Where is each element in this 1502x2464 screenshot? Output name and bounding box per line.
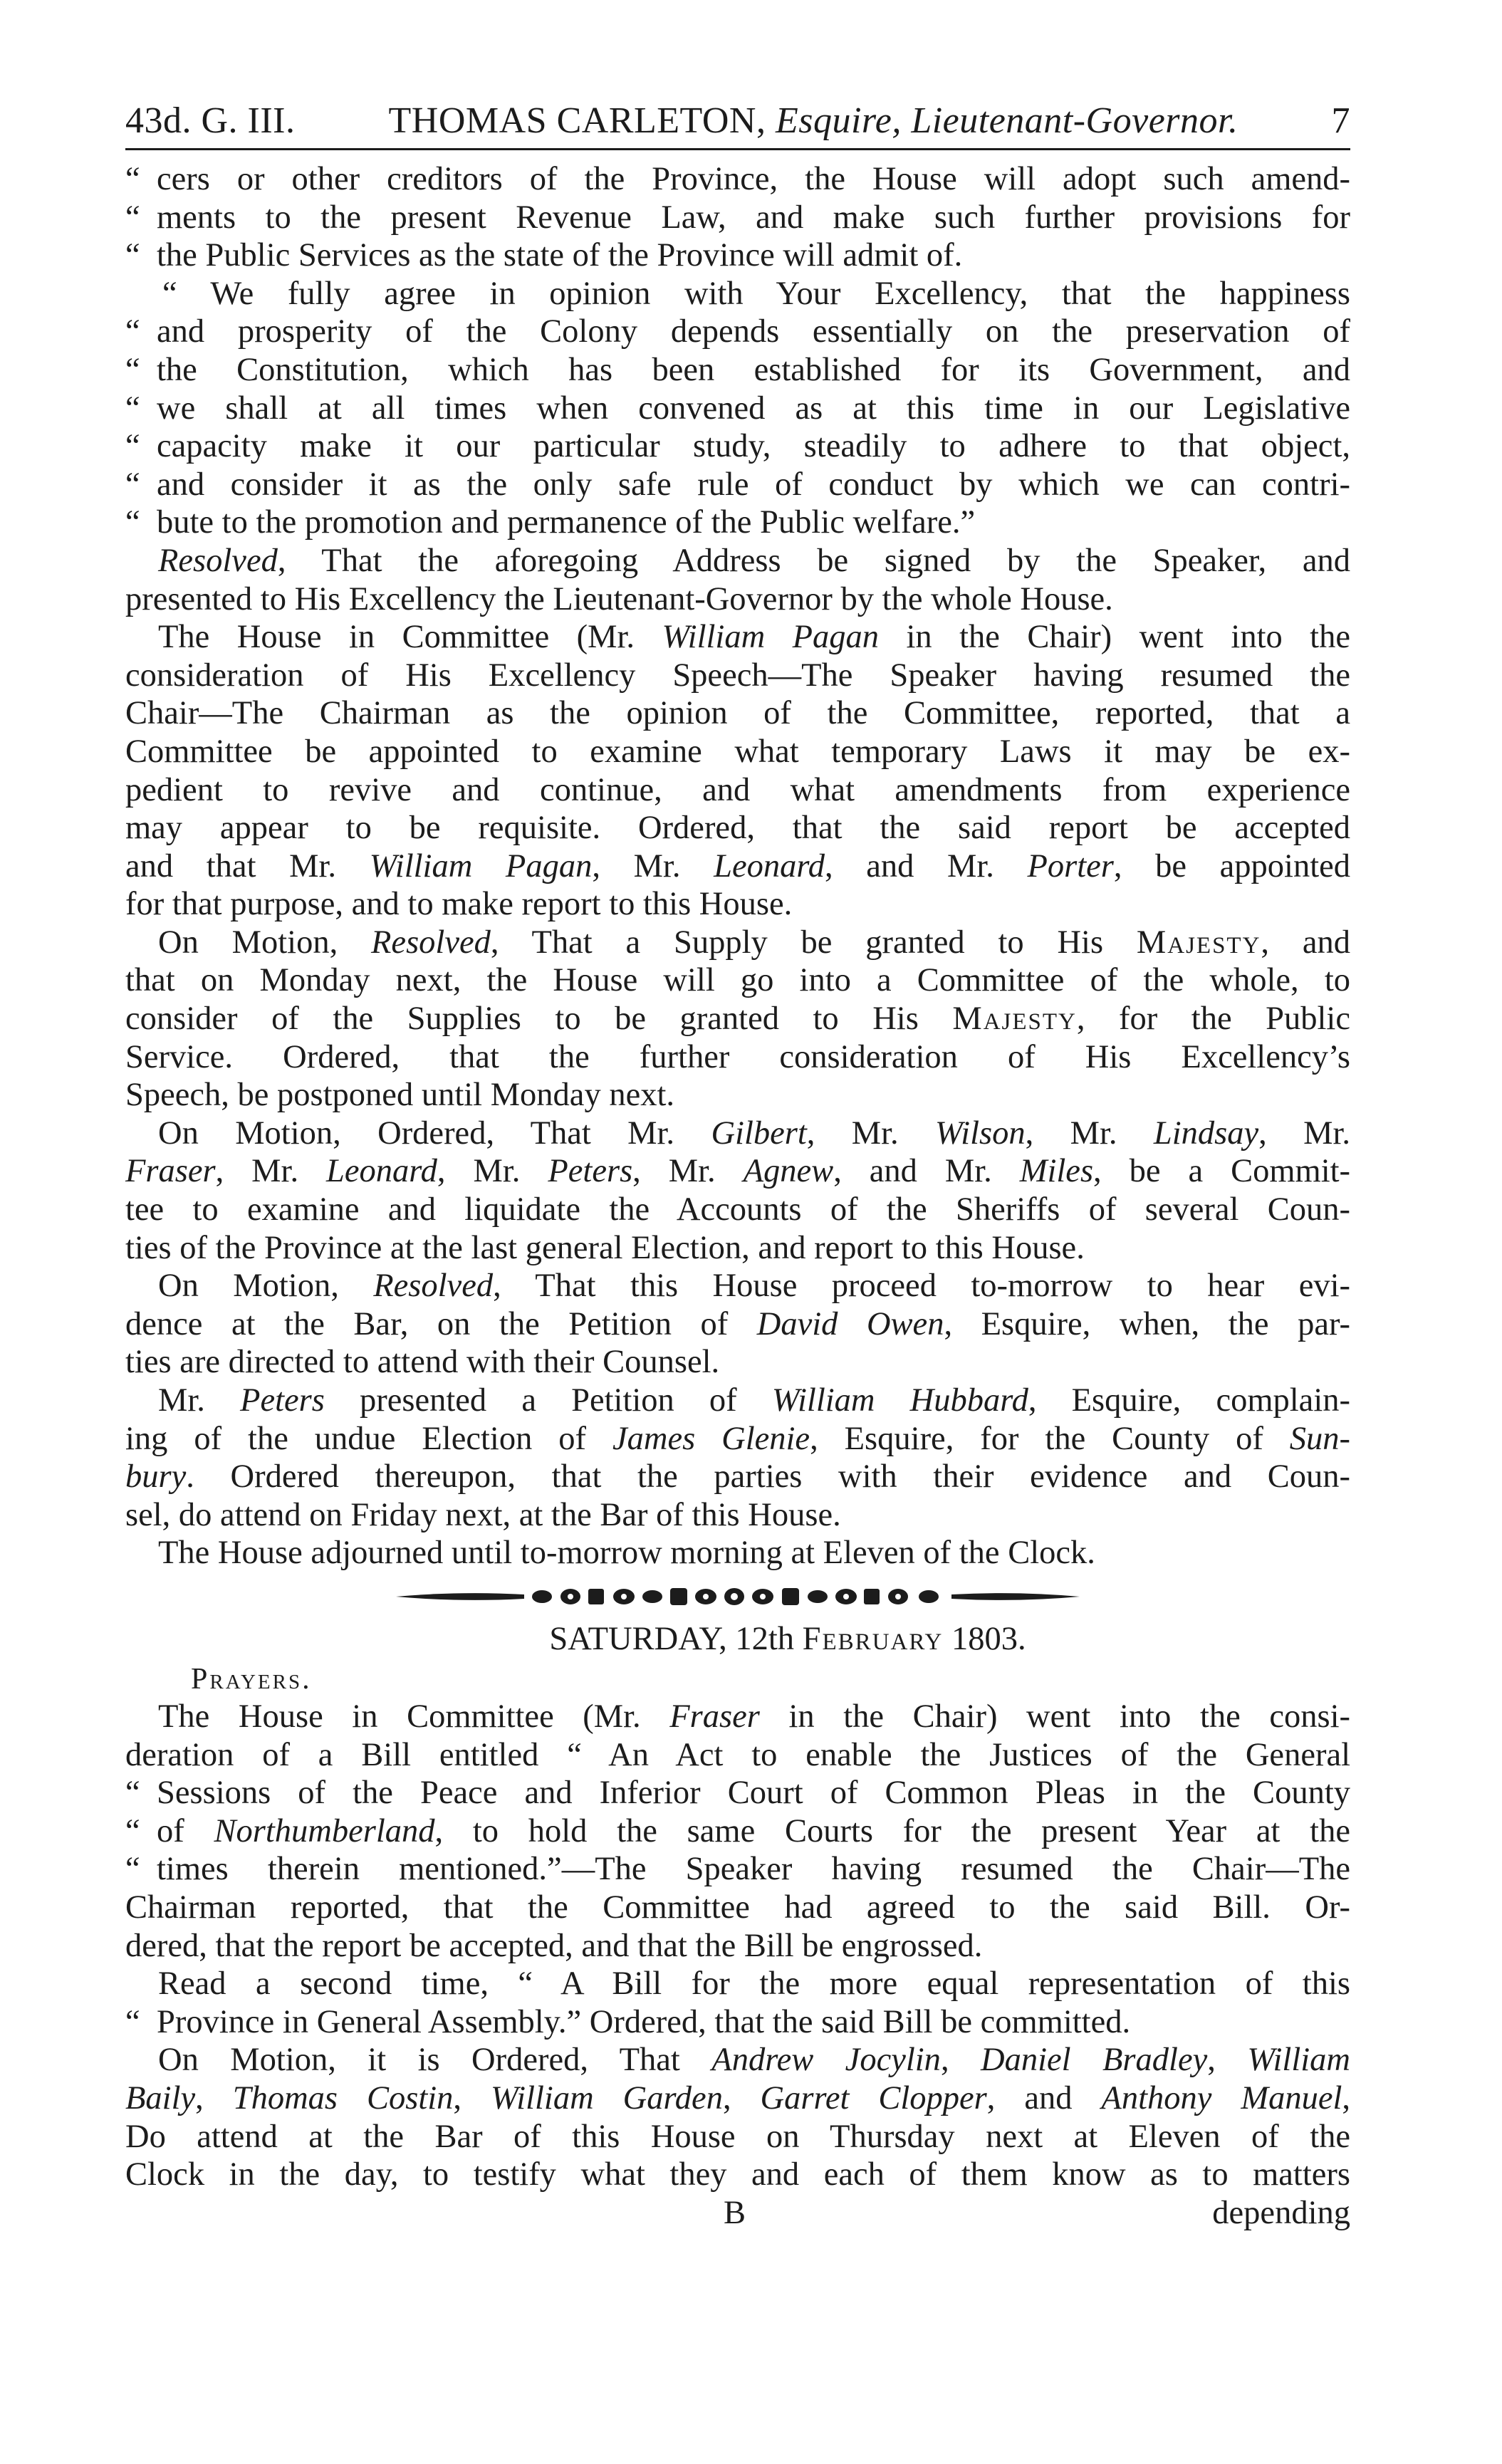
text-line: On Motion, Ordered, That Mr. Gilbert, Mr. Wilson, Mr. Lindsay, Mr. <box>158 1114 1351 1152</box>
text-line: Chairman reported, that the Committee had agreed to the said Bill. Or- <box>125 1889 1350 1926</box>
text-line: “ bute to the promotion and permanence of the Public welfare.” <box>125 504 976 541</box>
text-line: Read a second time, “ A Bill for the more equal representation of this <box>158 1966 1350 2003</box>
session-reference: 43d. G. III. <box>125 100 296 141</box>
text-line: The House in Committee (Mr. Fraser in the Chair) went into the consi- <box>158 1698 1350 1735</box>
text-line: consider of the Supplies to be granted to His Majesty, for the Public <box>125 1001 1350 1038</box>
date-heading-year: 1803. <box>951 1620 1026 1657</box>
text-line: consideration of His Excellency Speech—The Speaker having resumed the <box>125 657 1350 694</box>
catchword: depending <box>1212 2194 1350 2231</box>
quote-mark: “ <box>125 466 140 503</box>
paragraph-adjourned <box>125 1534 1350 1572</box>
signature-mark: B <box>724 2194 746 2231</box>
text-line: “ We fully agree in opinion with Your Excellency, that the happiness <box>162 275 1350 312</box>
prayers-heading: Prayers. <box>191 1662 312 1696</box>
text-line: ing of the undue Election of James Glenie, Esquire, for the County of Sun- <box>125 1420 1351 1457</box>
text-line: dered, that the report be accepted, and that the Bill be engrossed. <box>125 1927 983 1964</box>
date-heading-month: February <box>802 1620 944 1657</box>
text-line: The House adjourned until to-morrow morning at Eleven of the Clock. <box>158 1535 1095 1572</box>
page-number: 7 <box>1331 100 1350 141</box>
text-line: “ and consider it as the only safe rule of conduct by which we can contri- <box>125 466 1350 503</box>
running-title-office: Esquire, Lieutenant-Governor. <box>775 100 1238 141</box>
quote-mark: “ <box>125 428 140 465</box>
quote-mark: “ <box>125 313 140 350</box>
text-line: Resolved, That the aforegoing Address be signed by the Speaker, and <box>158 542 1350 579</box>
quote-mark: “ <box>125 199 140 236</box>
text-line: and that Mr. William Pagan, Mr. Leonard, and Mr. Porter, be appointed <box>125 847 1351 884</box>
quote-mark: “ <box>125 2003 140 2040</box>
text-line: dence at the Bar, on the Petition of David Owen, Esquire, when, the par- <box>125 1305 1351 1342</box>
ornamental-divider <box>125 1582 1350 1611</box>
text-line: “ times therein mentioned.”—The Speaker having resumed the Chair—The <box>125 1851 1350 1888</box>
text-line: “ the Public Services as the state of the Province will admit of. <box>125 237 963 274</box>
header-rule <box>125 148 1350 150</box>
paragraph-sheriffs-committee <box>125 1114 1350 1267</box>
text-line: sel, do attend on Friday next, at the Bar of this House. <box>125 1496 841 1533</box>
quote-mark: “ <box>125 504 140 541</box>
text-line: “ and prosperity of the Colony depends essentially on the preservation of <box>125 313 1350 350</box>
running-head <box>125 100 1350 142</box>
date-heading <box>125 1618 1350 1661</box>
quote-mark: “ <box>125 161 140 197</box>
text-line: On Motion, it is Ordered, That Andrew Jocylin, Daniel Bradley, William <box>158 2042 1350 2079</box>
paragraph-representation-bill <box>125 1965 1350 2041</box>
ornament-rule-icon <box>382 1582 1094 1611</box>
text-line: The House in Committee (Mr. William Pagan in the Chair) went into the <box>158 619 1350 656</box>
text-line: “ capacity make it our particular study, steadily to adhere to that object, <box>125 428 1350 465</box>
text-line: may appear to be requisite. Ordered, that the said report be accepted <box>125 810 1350 847</box>
text-line: On Motion, Resolved, That a Supply be granted to His Majesty, and <box>158 924 1350 961</box>
date-heading-day: SATURDAY, 12th <box>549 1620 795 1657</box>
text-line: ties of the Province at the last general Election, and report to this House. <box>125 1229 1085 1266</box>
text-line: Committee be appointed to examine what temporary Laws it may be ex- <box>125 733 1350 770</box>
text-line: On Motion, Resolved, That this House proceed to-morrow to hear evi- <box>158 1268 1351 1305</box>
paragraph-hubbard-petition <box>125 1382 1350 1534</box>
text-line: Clock in the day, to testify what they and each of them know as to matters <box>125 2156 1350 2193</box>
paragraph-address-end <box>125 160 1350 275</box>
paragraph-resolved-address <box>125 542 1350 618</box>
text-line: pedient to revive and continue, and what amendments from experience <box>125 771 1350 808</box>
text-line: Mr. Peters presented a Petition of William Hubbard, Esquire, complain- <box>158 1382 1350 1419</box>
text-line: Chair—The Chairman as the opinion of the Committee, reported, that a <box>125 695 1350 732</box>
paragraph-witnesses-order <box>125 2041 1350 2193</box>
running-title-name: THOMAS CARLETON, <box>388 100 766 141</box>
text-line: presented to His Excellency the Lieutenant-Governor by the whole House. <box>125 580 1113 617</box>
text-line: bury. Ordered thereupon, that the parties with their evidence and Coun- <box>125 1458 1350 1495</box>
paragraph-supply <box>125 924 1350 1114</box>
quote-mark: “ <box>125 1775 140 1812</box>
text-line: “ Sessions of the Peace and Inferior Court of Common Pleas in the County <box>125 1775 1350 1812</box>
document-page <box>125 100 1350 2233</box>
paragraph-constitution <box>125 275 1350 542</box>
text-line: “ we shall at all times when convened as at this time in our Legislative <box>125 390 1350 427</box>
quote-mark: “ <box>125 390 140 427</box>
quote-mark: “ <box>125 1851 140 1888</box>
quote-mark: “ <box>125 351 140 388</box>
quote-mark: “ <box>125 237 140 274</box>
running-title <box>296 100 1332 142</box>
text-line: Speech, be postponed until Monday next. <box>125 1077 674 1114</box>
text-line: Do attend at the Bar of this House on Thursday next at Eleven of the <box>125 2118 1350 2155</box>
text-line: “ cers or other creditors of the Province, the House will adopt such amend- <box>125 161 1350 197</box>
body-text <box>125 160 1350 2233</box>
paragraph-owen-petition <box>125 1267 1350 1382</box>
text-line: Baily, Thomas Costin, William Garden, Garret Clopper, and Anthony Manuel, <box>125 2079 1350 2116</box>
text-line: for that purpose, and to make report to this House. <box>125 886 793 923</box>
page-footer <box>125 2194 1350 2233</box>
paragraph-committee-pagan <box>125 618 1350 924</box>
text-line: “ ments to the present Revenue Law, and make such further provisions for <box>125 199 1350 236</box>
text-line: that on Monday next, the House will go into a Committee of the whole, to <box>125 962 1350 999</box>
text-line: deration of a Bill entitled “ An Act to enable the Justices of the General <box>125 1736 1350 1773</box>
text-line: “ of Northumberland, to hold the same Courts for the present Year at the <box>125 1812 1350 1849</box>
text-line: Service. Ordered, that the further consideration of His Excellency’s <box>125 1038 1350 1075</box>
text-line: tee to examine and liquidate the Accounts of the Sheriffs of several Coun- <box>125 1191 1350 1228</box>
text-line: ties are directed to attend with their Counsel. <box>125 1344 720 1381</box>
quote-mark: “ <box>125 1812 140 1849</box>
paragraph-northumberland-bill <box>125 1698 1350 1965</box>
text-line: “ Province in General Assembly.” Ordered, that the said Bill be committed. <box>125 2003 1131 2040</box>
text-line: Fraser, Mr. Leonard, Mr. Peters, Mr. Agnew, and Mr. Miles, be a Commit- <box>125 1153 1351 1190</box>
text-line: “ the Constitution, which has been established for its Government, and <box>125 351 1350 388</box>
